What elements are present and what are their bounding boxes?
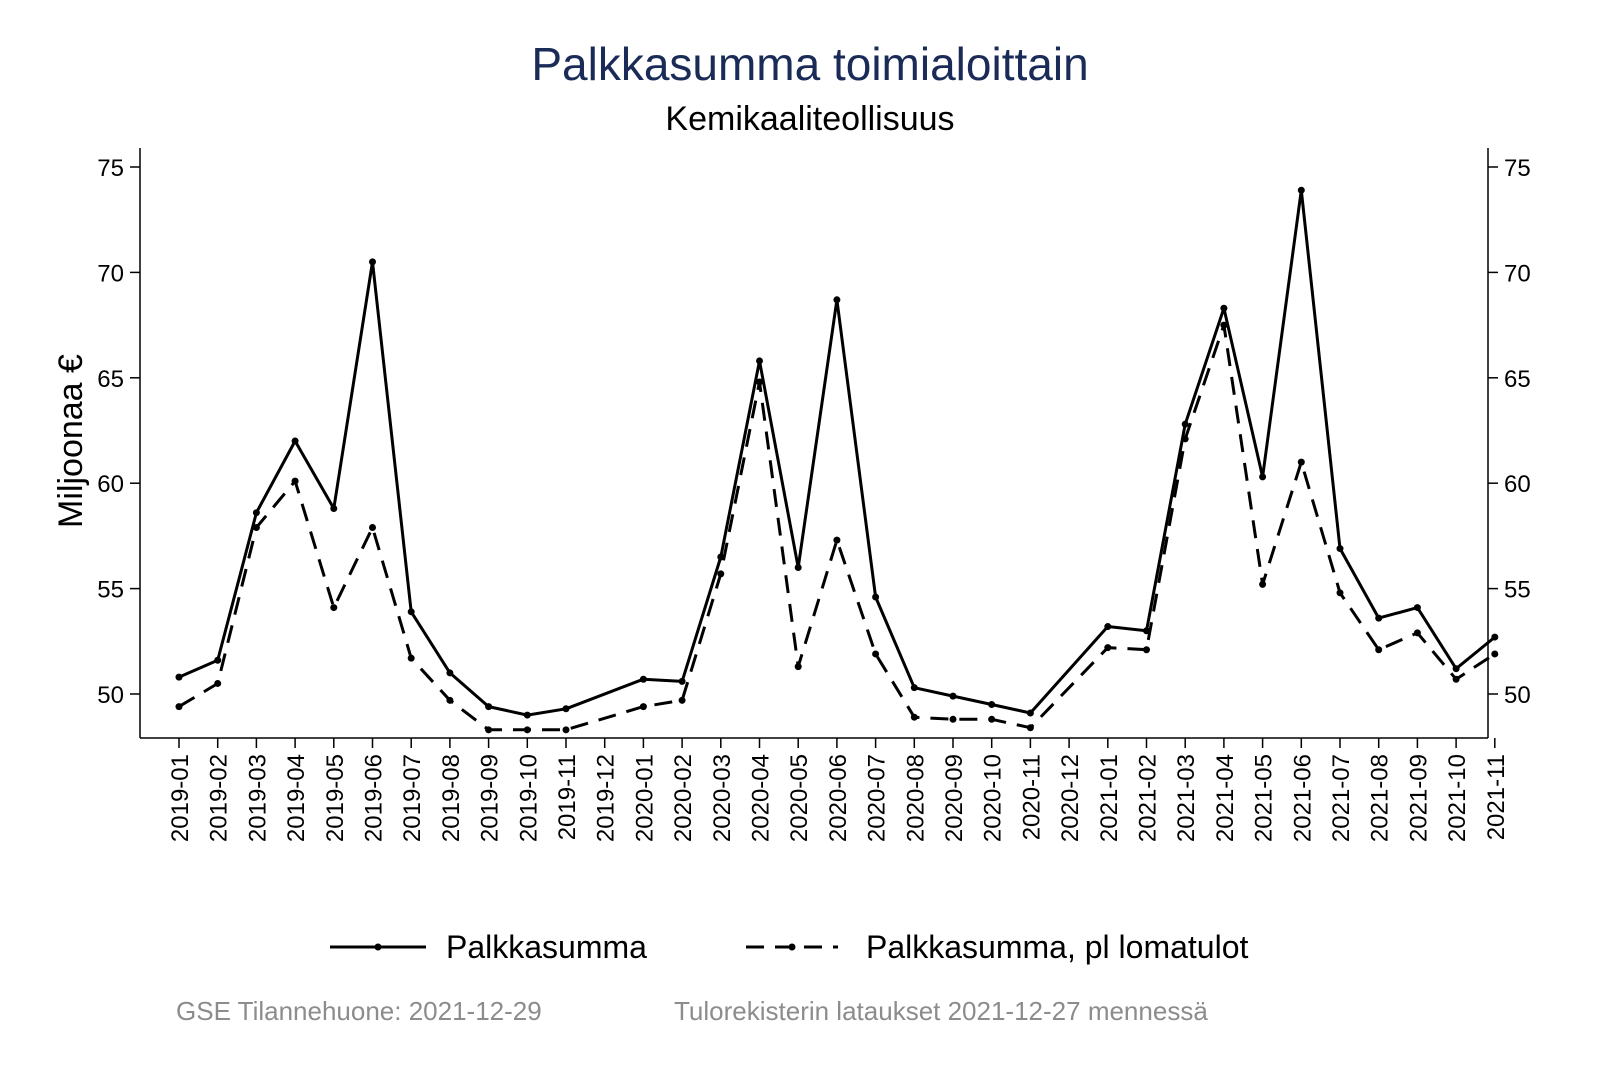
series-palkkasumma-pl-lomatulot-point xyxy=(563,726,570,733)
x-tick-label: 2021-01 xyxy=(1095,754,1123,843)
series-palkkasumma-pl-lomatulot-point xyxy=(911,714,918,721)
y-tick-label-left: 50 xyxy=(97,682,124,709)
series-palkkasumma-pl-lomatulot-point xyxy=(1182,435,1189,442)
x-tick-label: 2020-06 xyxy=(824,754,852,843)
series-palkkasumma-point xyxy=(833,296,840,303)
series-palkkasumma-point xyxy=(1182,421,1189,428)
x-tick-label: 2021-03 xyxy=(1173,754,1201,843)
x-tick-label: 2020-07 xyxy=(863,754,891,843)
y-tick-label-left: 75 xyxy=(97,155,124,182)
series-palkkasumma-pl-lomatulot-point xyxy=(833,537,840,544)
x-tick-label: 2021-05 xyxy=(1250,754,1278,843)
series-palkkasumma-point xyxy=(214,657,221,664)
x-tick-label: 2021-07 xyxy=(1328,754,1355,843)
series-palkkasumma-pl-lomatulot-point xyxy=(485,726,492,733)
series-palkkasumma-point xyxy=(1491,634,1498,641)
series-palkkasumma-pl-lomatulot-point xyxy=(369,524,376,531)
series-palkkasumma-pl-lomatulot-point xyxy=(1337,589,1344,596)
series-palkkasumma-point xyxy=(1453,665,1460,672)
series-palkkasumma-line xyxy=(179,190,1495,715)
series-palkkasumma-point xyxy=(1259,473,1266,480)
series-palkkasumma-pl-lomatulot xyxy=(176,322,1499,734)
x-tick-label: 2021-11 xyxy=(1482,754,1510,841)
series-palkkasumma-pl-lomatulot-point xyxy=(1414,629,1421,636)
y-tick-label-right: 60 xyxy=(1504,471,1531,499)
series-palkkasumma-pl-lomatulot-point xyxy=(176,703,183,710)
x-tick-label: 2019-12 xyxy=(592,754,620,843)
series-palkkasumma-point xyxy=(1298,187,1305,194)
y-tick-label-right: 65 xyxy=(1504,365,1531,393)
source-note-date: GSE Tilannehuone: 2021-12-29 xyxy=(176,996,542,1026)
series-palkkasumma-point xyxy=(369,258,376,265)
x-tick-label: 2019-01 xyxy=(167,754,194,843)
legend-marker-dashed xyxy=(789,944,796,951)
x-tick-label: 2019-08 xyxy=(437,754,465,843)
x-tick-label: 2019-11 xyxy=(554,754,581,841)
series-palkkasumma-pl-lomatulot-point xyxy=(214,680,221,687)
x-tick-label: 2020-11 xyxy=(1018,754,1046,841)
series-palkkasumma-pl-lomatulot-point xyxy=(1104,644,1111,651)
y-tick-label-left: 65 xyxy=(97,365,124,393)
series-palkkasumma-point xyxy=(253,509,260,516)
x-tick-label: 2021-02 xyxy=(1134,754,1162,843)
series-palkkasumma-point xyxy=(446,669,453,676)
series-palkkasumma-pl-lomatulot-point xyxy=(640,703,647,710)
x-tick-label: 2019-04 xyxy=(283,754,311,843)
series-palkkasumma-pl-lomatulot-point xyxy=(1220,322,1227,329)
legend-item-palkkasumma xyxy=(330,929,647,965)
series-palkkasumma-point xyxy=(563,705,570,712)
series-palkkasumma-point xyxy=(485,703,492,710)
series-palkkasumma-pl-lomatulot-point xyxy=(253,524,260,531)
source-note-upload: Tulorekisterin lataukset 2021-12-27 mennessä xyxy=(674,996,1208,1026)
series-palkkasumma-point xyxy=(950,693,957,700)
series-palkkasumma-point xyxy=(408,608,415,615)
chart-subtitle: Kemikaaliteollisuus xyxy=(665,100,955,138)
series-palkkasumma-pl-lomatulot-point xyxy=(408,655,415,662)
x-tick-label: 2019-05 xyxy=(321,754,349,843)
x-tick-label: 2021-08 xyxy=(1366,754,1394,843)
series-palkkasumma-pl-lomatulot-point xyxy=(524,726,531,733)
x-tick-label: 2019-06 xyxy=(360,754,388,843)
x-tick-label: 2020-12 xyxy=(1057,754,1085,843)
series-palkkasumma-point xyxy=(756,357,763,364)
series-palkkasumma-point xyxy=(640,676,647,683)
series-layer xyxy=(176,187,1499,734)
series-palkkasumma-pl-lomatulot-point xyxy=(1298,459,1305,466)
y-tick-label-right: 50 xyxy=(1504,682,1531,709)
series-palkkasumma-pl-lomatulot-point xyxy=(950,716,957,723)
y-axis-label: Miljoonaa € xyxy=(52,354,90,528)
y-tick-label-right: 70 xyxy=(1504,260,1531,288)
x-tick-label: 2021-10 xyxy=(1444,754,1472,843)
series-palkkasumma-point xyxy=(872,594,879,601)
legend-label-palkkasumma-pl-lomatulot: Palkkasumma, pl lomatulot xyxy=(866,929,1249,965)
legend-label-palkkasumma: Palkkasumma xyxy=(446,929,647,965)
x-tick-label: 2019-02 xyxy=(205,754,233,843)
legend xyxy=(330,929,1248,965)
x-tick-label: 2021-09 xyxy=(1405,754,1433,843)
series-palkkasumma-pl-lomatulot-point xyxy=(679,697,686,704)
series-palkkasumma-pl-lomatulot-point xyxy=(1143,646,1150,653)
series-palkkasumma-pl-lomatulot-point xyxy=(446,697,453,704)
series-palkkasumma-pl-lomatulot-point xyxy=(1375,646,1382,653)
series-palkkasumma-pl-lomatulot-point xyxy=(717,570,724,577)
series-palkkasumma-point xyxy=(1104,623,1111,630)
series-palkkasumma-pl-lomatulot-point xyxy=(1027,724,1034,731)
y-tick-label-left: 60 xyxy=(97,471,124,499)
series-palkkasumma-point xyxy=(911,684,918,691)
y-tick-label-right: 75 xyxy=(1504,155,1531,182)
legend-item-palkkasumma-pl-lomatulot xyxy=(746,929,1248,965)
x-tick-label: 2019-03 xyxy=(244,754,272,843)
series-palkkasumma-point xyxy=(679,678,686,685)
series-palkkasumma-point xyxy=(1414,604,1421,611)
series-palkkasumma-pl-lomatulot-point xyxy=(1491,650,1498,657)
series-palkkasumma-point xyxy=(988,701,995,708)
x-tick-label: 2021-06 xyxy=(1289,754,1317,843)
y-tick-label-right: 55 xyxy=(1504,576,1531,604)
x-tick-label: 2020-10 xyxy=(979,754,1007,843)
series-palkkasumma-point xyxy=(292,438,299,445)
x-tick-label: 2020-02 xyxy=(670,754,698,843)
series-palkkasumma-point xyxy=(1375,615,1382,622)
x-tick-label: 2019-09 xyxy=(476,754,504,843)
series-palkkasumma-pl-lomatulot-point xyxy=(988,716,995,723)
series-palkkasumma-pl-lomatulot-point xyxy=(756,379,763,386)
x-tick-label: 2019-10 xyxy=(515,754,543,843)
x-tick-label: 2020-09 xyxy=(941,754,968,843)
y-tick-label-left: 55 xyxy=(97,576,124,604)
x-tick-label: 2020-08 xyxy=(902,754,930,843)
series-palkkasumma-pl-lomatulot-point xyxy=(795,663,802,670)
x-tick-label: 2019-07 xyxy=(399,754,427,843)
x-tick-label: 2020-03 xyxy=(708,754,736,843)
series-palkkasumma-pl-lomatulot-point xyxy=(1453,676,1460,683)
series-palkkasumma-pl-lomatulot-point xyxy=(872,650,879,657)
series-palkkasumma-point xyxy=(795,564,802,571)
series-palkkasumma-point xyxy=(1220,305,1227,312)
series-palkkasumma-point xyxy=(1027,709,1034,716)
x-tick-label: 2021-04 xyxy=(1211,754,1239,843)
series-palkkasumma xyxy=(176,187,1499,719)
series-palkkasumma-point xyxy=(176,674,183,681)
axes xyxy=(97,148,1530,842)
series-palkkasumma-point xyxy=(330,505,337,512)
series-palkkasumma-point xyxy=(524,712,531,719)
x-tick-label: 2020-01 xyxy=(631,754,659,843)
series-palkkasumma-pl-lomatulot-point xyxy=(330,604,337,611)
legend-marker-solid xyxy=(375,944,382,951)
series-palkkasumma-pl-lomatulot-point xyxy=(292,478,299,485)
x-tick-label: 2020-04 xyxy=(747,754,775,843)
series-palkkasumma-point xyxy=(1337,545,1344,552)
series-palkkasumma-pl-lomatulot-point xyxy=(1259,581,1266,588)
chart-title: Palkkasumma toimialoittain xyxy=(531,38,1089,90)
series-palkkasumma-pl-lomatulot-line xyxy=(179,325,1495,730)
y-tick-label-left: 70 xyxy=(97,260,124,288)
x-tick-label: 2020-05 xyxy=(786,754,814,843)
